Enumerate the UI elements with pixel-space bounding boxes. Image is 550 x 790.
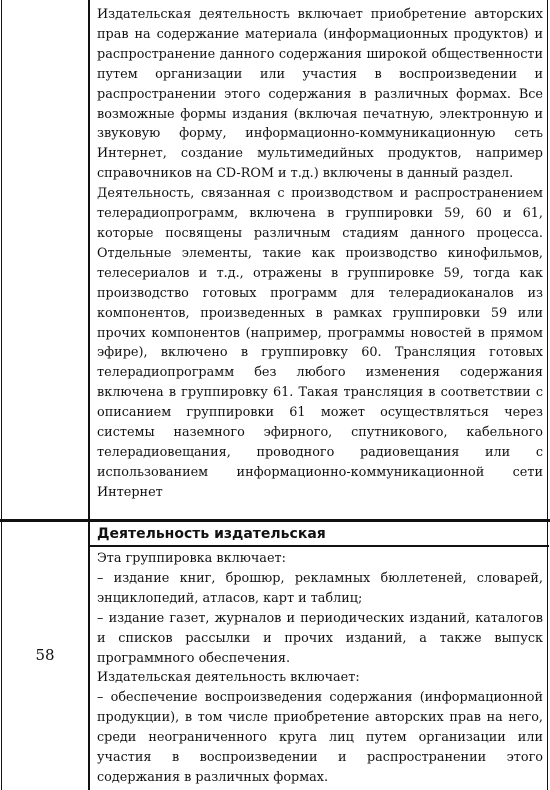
row2-paragraph-5: – обеспечение воспроизведения содержания (информационной продукции), в том числе приобретение авторских прав на него, среди неограниченного круга лиц путем организации или участия в воспроизведении и распространении этого содержания в различных формах. xyxy=(97,690,543,785)
row2-paragraph-4: Издательская деятельность включает: xyxy=(97,670,360,686)
row1-paragraph-1: Издательская деятельность включает приобретение авторских прав на содержание материала (информационных продуктов) и распространение данного содержания широкой общественности путем организации или участия в воспроизведении и распространении этого содержания в различных формах. Все возможные формы издания (включая печатную, электронную и звуковую форму, информационно-коммуникационную сеть Интернет, создание мультимедийных продуктов, например справочников на CD-ROM и т.д.) включены в данный раздел. xyxy=(97,7,543,182)
row2-paragraph-2: – издание книг, брошюр, рекламных бюллетеней, словарей, энциклопедий, атласов, карт и таблиц; xyxy=(97,570,543,606)
row1-description-cell xyxy=(97,5,543,503)
row2-paragraph-1: Эта группировка включает: xyxy=(97,551,286,566)
table-left-border xyxy=(1,0,2,790)
heading-divider xyxy=(89,545,549,547)
row2-code-cell: 58 xyxy=(35,646,55,664)
table-column-divider xyxy=(88,0,90,790)
row-divider xyxy=(0,519,550,522)
row2-description-cell xyxy=(97,549,543,788)
row2-section-heading: Деятельность издательская xyxy=(97,526,326,542)
row2-paragraph-3: – издание газет, журналов и периодических изданий, каталогов и списков рассылки и прочих изданий, а также выпуск программного обеспечения. xyxy=(97,610,543,666)
row1-paragraph-2: Деятельность, связанная с производством и распространением телерадиопрограмм, включена в группировки 59, 60 и 61, которые посвящены различным стадиям данного процесса. Отдельные элементы, такие как производство кинофильмов, телесериалов и т.д., отражены в группировке 59, тогда как производство готовых программ для телерадиоканалов из компонентов, произведенных в рамках группировки 59 или прочих компонентов (например, программы новостей в прямом эфире), включено в группировку 60. Трансляция готовых телерадиопрограмм без любого изменения содержания включена в группировку 61. Такая трансляция в соответствии с описанием группировки 61 может осуществляться через системы наземного эфирного, спутникового, кабельного телерадиовещания, проводного радиовещания или с использованием информационно-коммуникационной сети Интернет xyxy=(97,186,543,500)
table-right-border xyxy=(547,0,548,790)
